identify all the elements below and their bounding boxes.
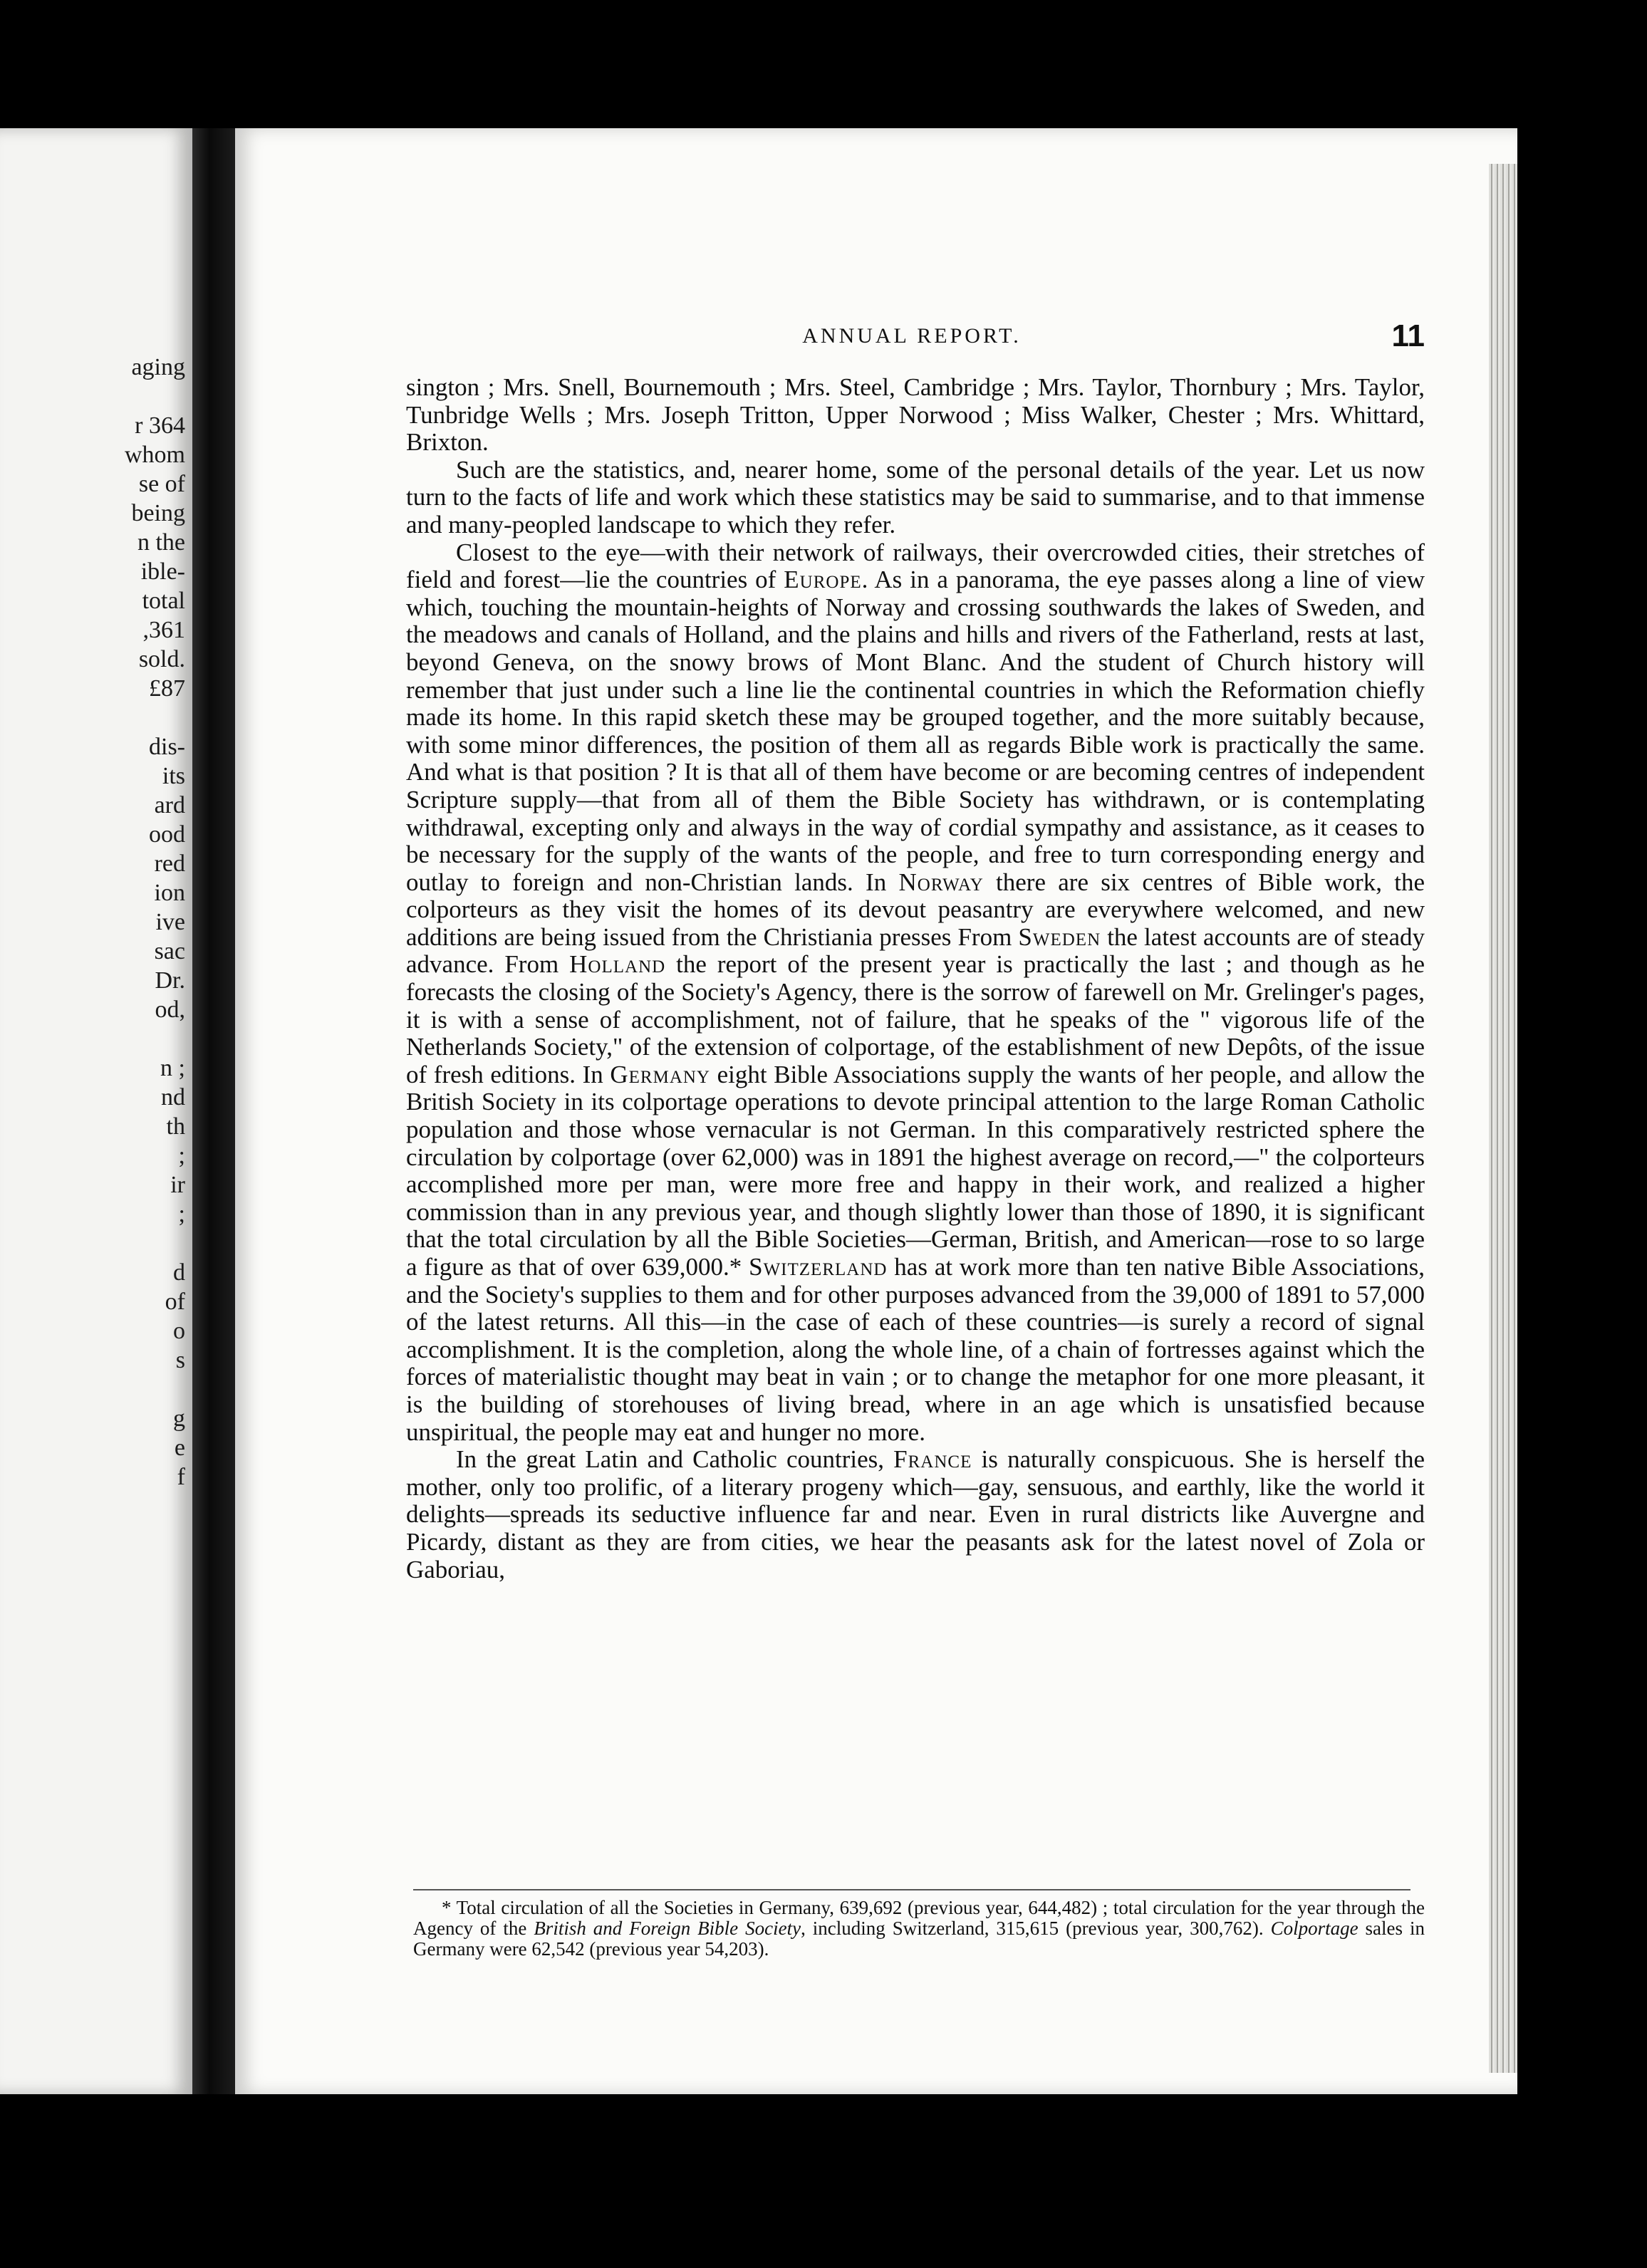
footnote-italic-society: British and Foreign Bible Society (534, 1918, 801, 1939)
country-switzerland: Switzerland (749, 1253, 888, 1281)
paragraph-4-text: is naturally conspicuous. She is herself the mother, only too prolific, of a literary progeny which—gay, sensuous, and earthly, like the world it delights—spreads its seductive influence far and near. Even in rural districts like Auvergne and Picardy, distant as they are from cities, we hear the peasants ask for the latest novel of Zola or Gaboriau, (406, 1445, 1425, 1583)
paragraph-3-text: the latest accounts are of steady advance. From (406, 922, 1425, 979)
country-germany: Germany (610, 1060, 710, 1088)
paragraph-4-text: In the great Latin and Catholic countries, (456, 1445, 894, 1474)
page-header (399, 318, 1425, 360)
country-sweden: Sweden (1018, 922, 1101, 951)
running-head: ANNUAL REPORT. (802, 324, 1022, 348)
book-gutter (192, 128, 235, 2094)
paragraph-2: Such are the statistics, and, nearer home, some of the personal details of the year. Let us now turn to the facts of life and work which these statistics may be said to summarise, and to that immense and many-peopled landscape to which they refer. (406, 455, 1425, 539)
paragraph-3-text: there are six centres of Bible work, the colporteurs as they visit the homes of its devout peasantry are everywhere welcomed, and new additions are being issued from the Christiania presses From (406, 868, 1425, 951)
footnote-text-part: sales in Germany were 62,542 (previous year 54,203). (413, 1918, 1425, 1960)
footnote-text-part: * Total circulation of all the Societies in Germany, 639,692 (previous year, 644,482) ; total circulation for the year through the Agency of the (413, 1897, 1425, 1939)
paragraph-3-text: Closest to the eye—with their network of railways, their overcrowded cities, their stretches of field and forest—lie the countries of (406, 538, 1425, 594)
previous-page (0, 128, 192, 2094)
country-france: France (893, 1445, 972, 1474)
paragraph-4 (406, 1446, 1425, 1583)
paragraph-3-text: . As in a panorama, the eye passes along a line of view which, touching the mountain-heights of Norway and crossing southwards the lakes of Sweden, and the meadows and canals of Holland, and the plains and hills and rivers of the Fatherland, rests at last, beyond Geneva, on the snowy brows of Mont Blanc. And the student of Church history will remember that just under such a line lie the continental countries in which the Reformation chiefly made its home. In this rapid sketch these may be grouped together, and the more suitably because, with some minor differences, the position of them all as regards Bible work is practically the same. And what is that position ? It is that all of them have become or are becoming centres of independent Scripture supply—that from all of them the Bible Society has withdrawn, or is contemplating withdrawal, excepting only and always in the way of cordial sympathy and assistance, as it ceases to be necessary for the supply of the wants of the people, and free to turn corresponding energy and outlay to foreign and non-Christian lands. In (406, 566, 1425, 896)
body-text (406, 374, 1425, 1583)
paragraph-3-text: eight Bible Associations supply the wants of her people, and allow the British Society in its colportage operations to devote principal attention to the large Roman Catholic population and those whose vernacular is not German. In this comparatively restricted sphere the circulation by colportage (over 62,000) was in 1891 the highest average on record,—" the colporteurs accomplished more per man, were more free and happy in their work, and realized a higher commission than in any previous year, and though slightly lower than those of 1890, it is significant that the total circulation by all the Bible Societies—German, British, and American—rose to so large a figure as that of over 639,000.* (406, 1060, 1425, 1281)
country-europe: Europe (784, 566, 862, 594)
footnote-divider (413, 1889, 1410, 1890)
footnote (413, 1898, 1425, 1960)
document-page (235, 128, 1517, 2094)
country-norway: Norway (898, 868, 984, 896)
previous-page-text-fragments: aging r 364 whom se of being n the ible- total ,361 sold. £87 dis- its ard ood red ion ive sac Dr. od, n ; nd th ; ir ; d of o s g e f (125, 354, 185, 1490)
page-edge-texture (1489, 164, 1517, 2073)
paragraph-3-text: has at work more than ten native Bible Associations, and the Society's supplies to them and for other purposes advanced from the 39,000 of 1891 to 57,000 of the latest returns. All this—in the case of each of these countries—is surely a record of signal accomplishment. It is the completion, along the whole line, of a chain of fortresses against which the forces of materialistic thought may beat in vain ; or to change the metaphor for one more pleasant, it is the building of storehouses of living bread, where in an age which is unsatisfied because unspiritual, the people may eat and hunger no more. (406, 1253, 1425, 1446)
footnote-text (413, 1898, 1425, 1960)
footnote-text-part: , including Switzerland, 315,615 (previous year, 300,762). (801, 1918, 1271, 1939)
footnote-italic-colportage: Colportage (1270, 1918, 1358, 1939)
paragraph-3 (406, 539, 1425, 1447)
page-number: 11 (1391, 318, 1425, 353)
paragraph-1: sington ; Mrs. Snell, Bournemouth ; Mrs. Steel, Cambridge ; Mrs. Taylor, Thornbury ; Mrs. Taylor, Tunbridge Wells ; Mrs. Joseph Tritton, Upper Norwood ; Miss Walker, Chester ; Mrs. Whittard, Brixton. (406, 373, 1425, 457)
paragraph-3-text: the report of the present year is practically the last ; and though as he forecasts the closing of the Society's Agency, there is the sorrow of farewell on Mr. Grelinger's pages, it is with a sense of accomplishment, not of failure, that he speaks of the " vigorous life of the Netherlands Society," of the extension of colportage, of the establishment of new Depôts, of the issue of fresh editions. In (406, 950, 1425, 1088)
country-holland: Holland (569, 950, 666, 979)
